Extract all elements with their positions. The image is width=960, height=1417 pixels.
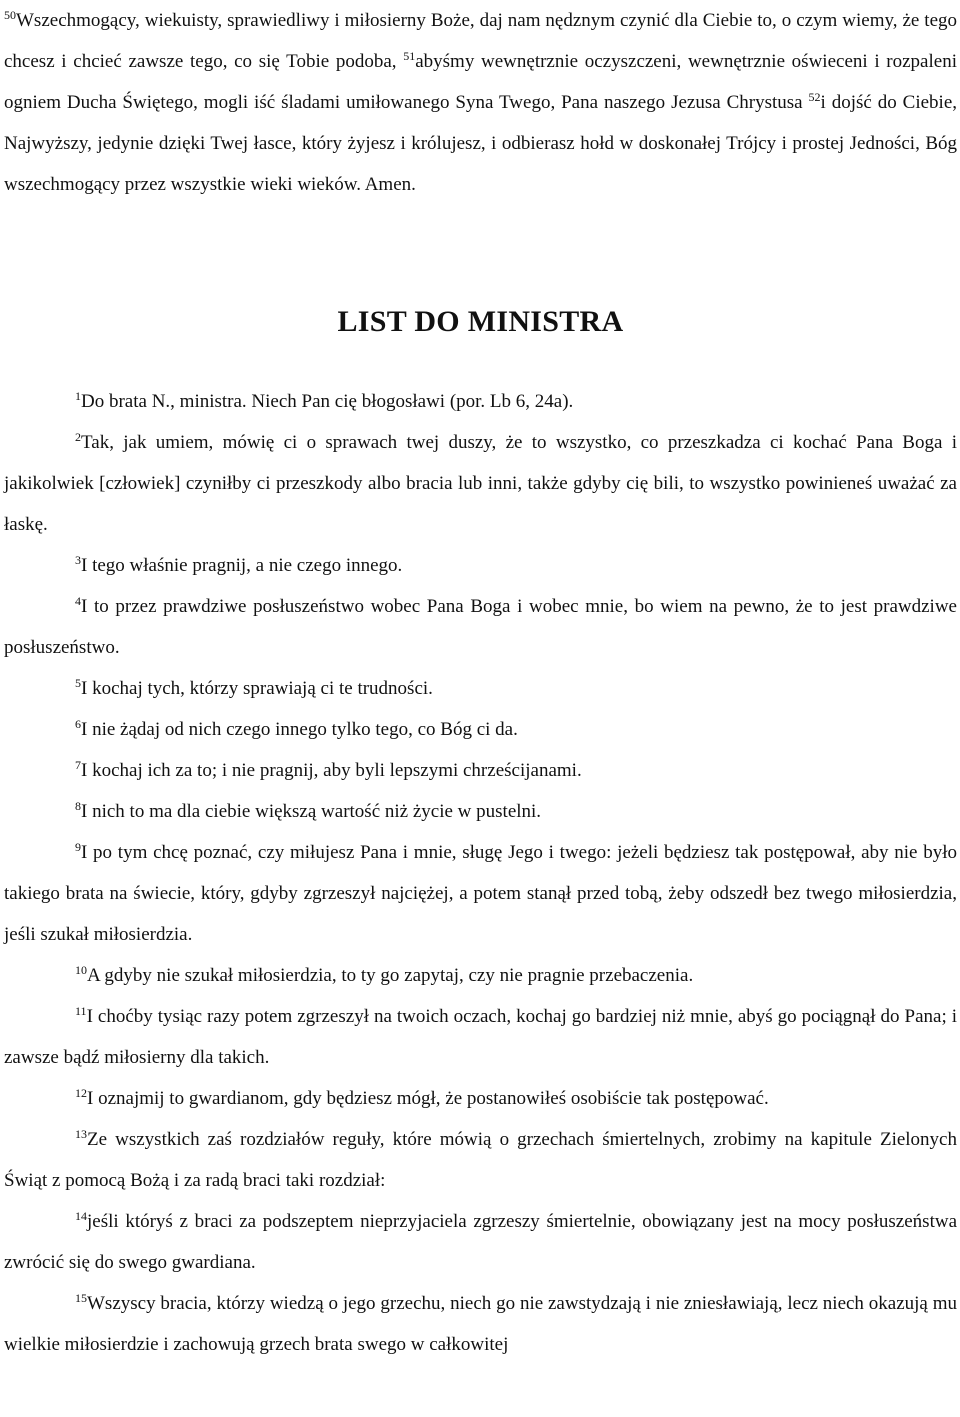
verse-paragraph — [4, 545, 957, 586]
verse-paragraph — [4, 996, 957, 1078]
verse-text: I po tym chcę poznać, czy miłujesz Pana i mnie, sługę Jego i twego: jeżeli będziesz tak postępował, aby nie było takiego brata na świecie, który, gdyby zgrzeszył najciężej, a potem stanął przed tobą, żeby odszedł bez twego miłosierdzia, jeśli szukał miłosierdzia. — [4, 842, 957, 945]
verse-text: Tak, jak umiem, mówię ci o sprawach twej duszy, że to wszystko, co przeszkadza ci kochać Pana Boga i jakikolwiek [człowiek] czyniłby ci przeszkody albo bracia lub inni, także gdyby cię bili, to wszystko powinieneś uważać za łaskę. — [4, 432, 957, 535]
verse-number: 10 — [75, 963, 87, 977]
verse-text: I nich to ma dla ciebie większą wartość niż życie w pustelni. — [81, 801, 542, 822]
verse-number: 51 — [403, 49, 416, 63]
verse-number: 14 — [75, 1209, 87, 1223]
verse-number: 15 — [75, 1291, 87, 1305]
verse-paragraph — [4, 750, 957, 791]
verse-paragraph — [4, 422, 957, 545]
spacer — [4, 342, 957, 381]
verse-number: 12 — [75, 1086, 87, 1100]
verse-number: 9 — [75, 840, 81, 854]
section-title: LIST DO MINISTRA — [337, 305, 624, 338]
verse-paragraph — [4, 668, 957, 709]
verse-number: 52 — [808, 90, 821, 104]
verse-number: 5 — [75, 676, 81, 690]
verse-text: Wszyscy bracia, którzy wiedzą o jego grzechu, niech go nie zawstydzają i nie zniesławiają, lecz niech okazują mu wielkie miłosierdzie i zachowują grzech brata swego w całkowitej — [4, 1293, 957, 1355]
verse-paragraph — [4, 1119, 957, 1201]
verse-text: I to przez prawdziwe posłuszeństwo wobec Pana Boga i wobec mnie, bo wiem na pewno, że to jest prawdziwe posłuszeństwo. — [4, 596, 957, 658]
verse-paragraph — [4, 381, 957, 422]
verse-text: Ze wszystkich zaś rozdziałów reguły, które mówią o grzechach śmiertelnych, zrobimy na kapitule Zielonych Świąt z pomocą Bożą i za radą braci taki rozdział: — [4, 1129, 957, 1191]
verse-text: i dojść do Ciebie, Najwyższy, jedynie dzięki Twej łasce, który żyjesz i królujesz, i odbierasz hołd w doskonałej Trójcy i prostej Jedności, Bóg wszechmogący przez wszystkie wieki wieków. Amen. — [4, 92, 958, 195]
prayer-paragraph — [4, 0, 957, 205]
verse-number: 4 — [75, 594, 81, 608]
verse-paragraph — [4, 709, 957, 750]
verse-paragraph — [4, 832, 957, 955]
verse-number: 50 — [4, 8, 16, 22]
verse-number: 3 — [75, 553, 81, 567]
spacer — [4, 205, 957, 302]
verse-text: I oznajmij to gwardianom, gdy będziesz mógł, że postanowiłeś osobiście tak postępować. — [87, 1088, 769, 1109]
verse-number: 7 — [75, 758, 81, 772]
verse-text: I kochaj ich za to; i nie pragnij, aby byli lepszymi chrześcijanami. — [81, 760, 582, 781]
verse-text: Wszechmogący, wiekuisty, sprawiedliwy i miłosierny Boże, daj nam nędznym czynić dla Ciebie to, o czym wiemy, że tego chcesz i chcieć zawsze tego, co się Tobie podoba, — [4, 10, 957, 72]
letter-body — [4, 381, 957, 1365]
verse-paragraph — [4, 791, 957, 832]
verse-text: I tego właśnie pragnij, a nie czego innego. — [81, 555, 403, 576]
verse-number: 2 — [75, 430, 81, 444]
verse-paragraph — [4, 586, 957, 668]
verse-paragraph — [4, 1201, 957, 1283]
verse-text: abyśmy wewnętrznie oczyszczeni, wewnętrznie oświeceni i rozpaleni ogniem Ducha Świętego, mogli iść śladami umiłowanego Syna Twego, Pana naszego Jezusa Chrystusa — [4, 51, 957, 113]
verse-text: jeśli któryś z braci za podszeptem nieprzyjaciela zgrzeszy śmiertelnie, obowiązany jest na mocy posłuszeństwa zwrócić się do swego gwardiana. — [4, 1211, 957, 1273]
verse-number: 1 — [75, 389, 81, 403]
verse-paragraph — [4, 955, 957, 996]
verse-text: I kochaj tych, którzy sprawiają ci te trudności. — [81, 678, 433, 699]
document-page — [4, 0, 957, 1365]
verse-paragraph — [4, 1078, 957, 1119]
verse-text: I nie żądaj od nich czego innego tylko tego, co Bóg ci da. — [81, 719, 518, 740]
verse-paragraph — [4, 1283, 957, 1365]
verse-text: A gdyby nie szukał miłosierdzia, to ty go zapytaj, czy nie pragnie przebaczenia. — [87, 965, 694, 986]
verse-number: 11 — [75, 1004, 87, 1018]
verse-text: I choćby tysiąc razy potem zgrzeszył na twoich oczach, kochaj go bardziej niż mnie, abyś go pociągnął do Pana; i zawsze bądź miłosierny dla takich. — [4, 1006, 957, 1068]
verse-number: 8 — [75, 799, 81, 813]
verse-text: Do brata N., ministra. Niech Pan cię błogosławi (por. Lb 6, 24a). — [81, 391, 574, 412]
verse-number: 6 — [75, 717, 81, 731]
verse-number: 13 — [75, 1127, 87, 1141]
